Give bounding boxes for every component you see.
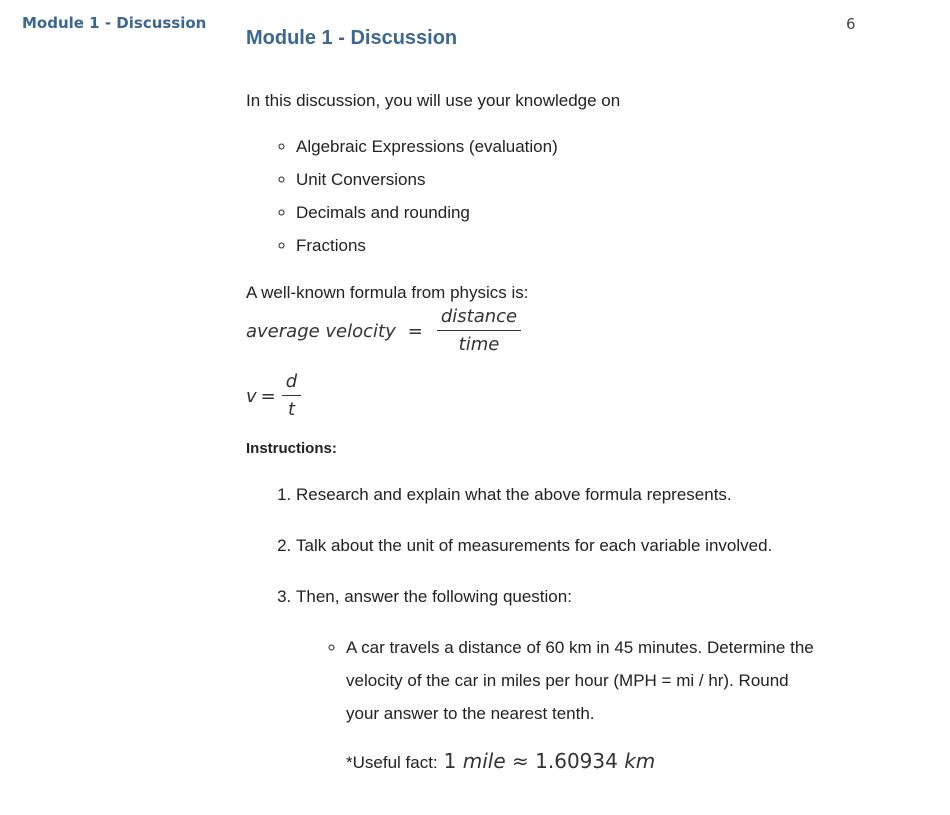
- page-number: 6: [846, 15, 856, 33]
- fraction-numerator: distance: [437, 306, 521, 331]
- fraction-numerator: d: [282, 371, 301, 396]
- running-header: Module 1 - Discussion: [22, 14, 207, 32]
- topics-list: [246, 130, 866, 262]
- instructions-heading: Instructions:: [246, 440, 337, 457]
- topic-item: ◦ Unit Conversions: [296, 163, 866, 196]
- page-title: Module 1 - Discussion: [246, 27, 458, 49]
- useful-fact: [346, 748, 866, 776]
- instruction-step: [296, 580, 866, 730]
- conversion-quantity: 1.60934: [535, 749, 618, 773]
- useful-fact-label: *Useful fact:: [346, 753, 438, 772]
- velocity-formula-symbols: [246, 371, 866, 421]
- fraction: [435, 306, 523, 356]
- conversion-unit: mile: [462, 749, 506, 773]
- conversion-expression: [444, 748, 656, 774]
- equals-sign: =: [407, 320, 423, 342]
- topic-item: ◦ Algebraic Expressions (evaluation): [296, 130, 866, 163]
- question-list: [296, 631, 866, 730]
- conversion-unit: km: [624, 749, 656, 773]
- instruction-step: 1. Research and explain what the above formula represents.: [296, 478, 866, 511]
- fraction: [280, 371, 303, 421]
- intro-paragraph: In this discussion, you will use your knowledge on: [246, 91, 621, 110]
- conversion-quantity: 1: [443, 749, 457, 773]
- fraction-denominator: t: [287, 399, 295, 420]
- question-item: ◦ A car travels a distance of 60 km in 45 minutes. Determine the velocity of the car in miles per hour (MPH = mi / hr). Round your answer to the nearest tenth.: [346, 631, 826, 730]
- topic-item: ◦ Fractions: [296, 229, 866, 262]
- formula-intro: A well-known formula from physics is:: [246, 283, 529, 302]
- instruction-step: 2. Talk about the unit of measurements for each variable involved.: [296, 529, 866, 562]
- topic-item: ◦ Decimals and rounding: [296, 196, 866, 229]
- approx-sign: ≈: [512, 749, 529, 773]
- instructions-list: [246, 478, 866, 730]
- equals-sign: =: [260, 385, 276, 407]
- velocity-formula-words: [246, 307, 866, 355]
- page-content: [246, 25, 866, 776]
- fraction-denominator: time: [458, 334, 500, 355]
- formula-lhs: average velocity: [246, 320, 396, 342]
- formula-lhs: v: [246, 385, 257, 407]
- instruction-step-text: Then, answer the following question:: [296, 587, 572, 606]
